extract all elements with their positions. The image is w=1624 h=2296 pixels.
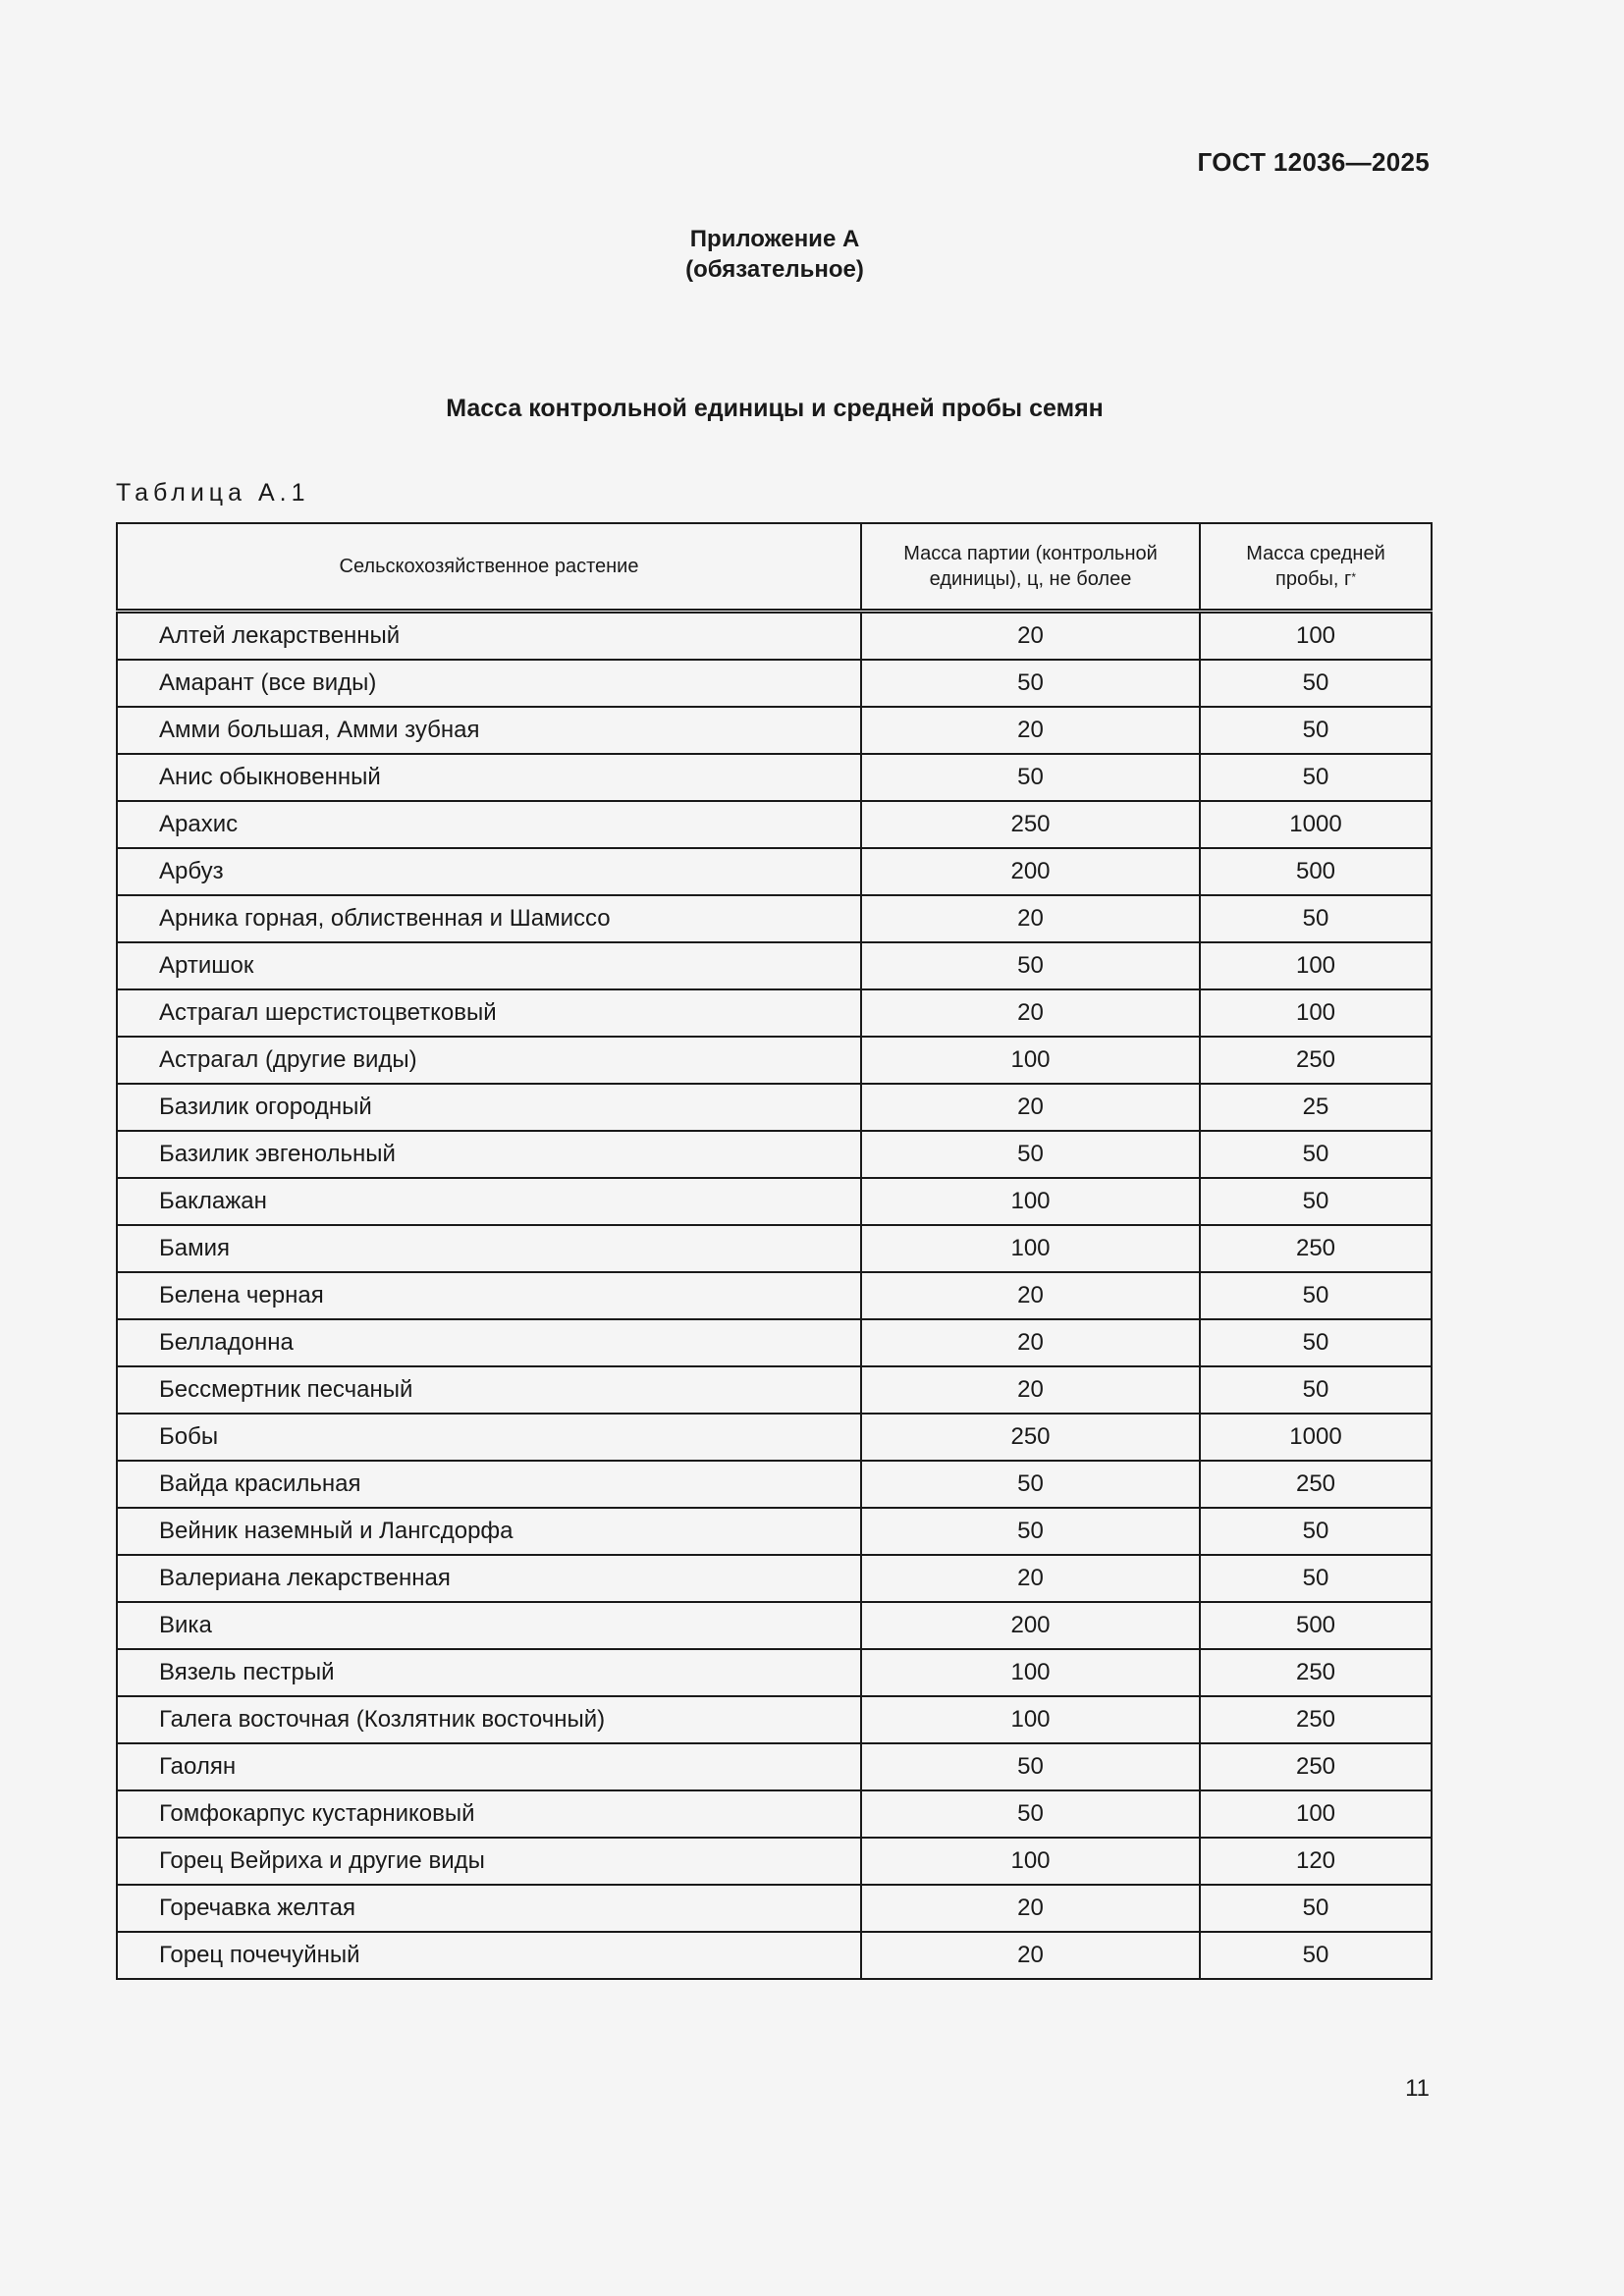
- cell-plant: Горец Вейриха и другие виды: [117, 1838, 861, 1885]
- cell-lot-mass: 20: [861, 989, 1200, 1037]
- column-header-lot-mass-text: Масса партии (контрольной единицы), ц, не более: [903, 543, 1158, 590]
- cell-sample-mass: 50: [1200, 1178, 1432, 1225]
- cell-lot-mass: 20: [861, 1272, 1200, 1319]
- column-header-plant-text: Сельскохозяйственное растение: [339, 556, 639, 577]
- cell-lot-mass: 20: [861, 1932, 1200, 1979]
- cell-plant: Вика: [117, 1602, 861, 1649]
- cell-sample-mass: 50: [1200, 895, 1432, 942]
- cell-plant: Горечавка желтая: [117, 1885, 861, 1932]
- cell-sample-mass: 250: [1200, 1037, 1432, 1084]
- cell-plant: Алтей лекарственный: [117, 612, 861, 661]
- cell-sample-mass: 100: [1200, 942, 1432, 989]
- cell-plant: Гомфокарпус кустарниковый: [117, 1790, 861, 1838]
- cell-lot-mass: 20: [861, 707, 1200, 754]
- cell-sample-mass: 50: [1200, 754, 1432, 801]
- cell-plant: Галега восточная (Козлятник восточный): [117, 1696, 861, 1743]
- table-row: [117, 1555, 1432, 1602]
- cell-plant: Артишок: [117, 942, 861, 989]
- table-row: [117, 1272, 1432, 1319]
- cell-plant: Астрагал шерстистоцветковый: [117, 989, 861, 1037]
- cell-lot-mass: 100: [861, 1649, 1200, 1696]
- cell-sample-mass: 50: [1200, 1885, 1432, 1932]
- cell-lot-mass: 200: [861, 1602, 1200, 1649]
- cell-lot-mass: 50: [861, 754, 1200, 801]
- cell-lot-mass: 50: [861, 1508, 1200, 1555]
- table-row: [117, 1084, 1432, 1131]
- cell-sample-mass: 500: [1200, 1602, 1432, 1649]
- cell-plant: Валериана лекарственная: [117, 1555, 861, 1602]
- cell-lot-mass: 100: [861, 1696, 1200, 1743]
- cell-sample-mass: 50: [1200, 1366, 1432, 1414]
- cell-plant: Гаолян: [117, 1743, 861, 1790]
- cell-lot-mass: 100: [861, 1178, 1200, 1225]
- seed-mass-table: [116, 522, 1433, 1980]
- cell-sample-mass: 1000: [1200, 801, 1432, 848]
- cell-sample-mass: 250: [1200, 1649, 1432, 1696]
- table-row: [117, 660, 1432, 707]
- cell-sample-mass: 50: [1200, 707, 1432, 754]
- cell-sample-mass: 50: [1200, 1932, 1432, 1979]
- cell-sample-mass: 100: [1200, 989, 1432, 1037]
- document-code: ГОСТ 12036—2025: [1197, 147, 1430, 177]
- cell-plant: Базилик огородный: [117, 1084, 861, 1131]
- table-row: [117, 1366, 1432, 1414]
- table-row: [117, 1508, 1432, 1555]
- cell-sample-mass: 250: [1200, 1225, 1432, 1272]
- column-header-lot-mass: [861, 523, 1200, 612]
- table-row: [117, 942, 1432, 989]
- cell-plant: Амми большая, Амми зубная: [117, 707, 861, 754]
- table-row: [117, 1743, 1432, 1790]
- cell-lot-mass: 50: [861, 1131, 1200, 1178]
- footnote-mark: *: [1351, 570, 1356, 584]
- cell-sample-mass: 100: [1200, 612, 1432, 661]
- cell-sample-mass: 1000: [1200, 1414, 1432, 1461]
- table-row: [117, 1696, 1432, 1743]
- cell-plant: Вейник наземный и Лангсдорфа: [117, 1508, 861, 1555]
- cell-lot-mass: 250: [861, 801, 1200, 848]
- column-header-sample-mass-wrap: [1201, 541, 1431, 592]
- column-header-sample-mass-text: Масса средней пробы, г: [1246, 543, 1385, 590]
- cell-lot-mass: 20: [861, 895, 1200, 942]
- annex-heading: [0, 224, 1549, 285]
- table-row: [117, 1037, 1432, 1084]
- column-header-plant: [117, 523, 861, 612]
- cell-sample-mass: 500: [1200, 848, 1432, 895]
- table-row: [117, 1932, 1432, 1979]
- cell-lot-mass: 50: [861, 1461, 1200, 1508]
- cell-lot-mass: 20: [861, 1885, 1200, 1932]
- cell-sample-mass: 50: [1200, 1508, 1432, 1555]
- table-label: Таблица А.1: [116, 479, 310, 507]
- cell-lot-mass: 50: [861, 1790, 1200, 1838]
- table-row: [117, 1414, 1432, 1461]
- cell-sample-mass: 250: [1200, 1461, 1432, 1508]
- table-row: [117, 895, 1432, 942]
- cell-plant: Вайда красильная: [117, 1461, 861, 1508]
- cell-plant: Арбуз: [117, 848, 861, 895]
- cell-sample-mass: 250: [1200, 1743, 1432, 1790]
- table-row: [117, 1838, 1432, 1885]
- cell-lot-mass: 50: [861, 1743, 1200, 1790]
- cell-sample-mass: 100: [1200, 1790, 1432, 1838]
- cell-lot-mass: 20: [861, 1555, 1200, 1602]
- table-row: [117, 848, 1432, 895]
- cell-lot-mass: 50: [861, 942, 1200, 989]
- annex-title: Приложение А: [689, 226, 860, 252]
- table-row: [117, 1885, 1432, 1932]
- cell-lot-mass: 50: [861, 660, 1200, 707]
- cell-lot-mass: 100: [861, 1225, 1200, 1272]
- table-row: [117, 1790, 1432, 1838]
- cell-plant: Астрагал (другие виды): [117, 1037, 861, 1084]
- cell-lot-mass: 20: [861, 612, 1200, 661]
- cell-plant: Бессмертник песчаный: [117, 1366, 861, 1414]
- cell-plant: Арника горная, облиственная и Шамиссо: [117, 895, 861, 942]
- cell-plant: Амарант (все виды): [117, 660, 861, 707]
- table-row: [117, 1461, 1432, 1508]
- cell-plant: Баклажан: [117, 1178, 861, 1225]
- cell-plant: Базилик эвгенольный: [117, 1131, 861, 1178]
- cell-plant: Вязель пестрый: [117, 1649, 861, 1696]
- table-row: [117, 754, 1432, 801]
- table-row: [117, 612, 1432, 661]
- table-row: [117, 707, 1432, 754]
- cell-lot-mass: 100: [861, 1037, 1200, 1084]
- cell-lot-mass: 20: [861, 1084, 1200, 1131]
- table-body: [117, 612, 1432, 1980]
- section-title: Масса контрольной единицы и средней пробы семян: [446, 395, 1104, 422]
- cell-plant: Бобы: [117, 1414, 861, 1461]
- cell-sample-mass: 120: [1200, 1838, 1432, 1885]
- table-row: [117, 801, 1432, 848]
- cell-plant: Белладонна: [117, 1319, 861, 1366]
- cell-plant: Горец почечуйный: [117, 1932, 861, 1979]
- cell-lot-mass: 250: [861, 1414, 1200, 1461]
- cell-plant: Арахис: [117, 801, 861, 848]
- cell-plant: Анис обыкновенный: [117, 754, 861, 801]
- cell-lot-mass: 20: [861, 1319, 1200, 1366]
- annex-status: (обязательное): [685, 256, 864, 283]
- cell-lot-mass: 100: [861, 1838, 1200, 1885]
- cell-lot-mass: 20: [861, 1366, 1200, 1414]
- cell-sample-mass: 50: [1200, 660, 1432, 707]
- table-header-row: [117, 523, 1432, 612]
- cell-plant: Бамия: [117, 1225, 861, 1272]
- table-row: [117, 1602, 1432, 1649]
- cell-sample-mass: 25: [1200, 1084, 1432, 1131]
- table-row: [117, 1178, 1432, 1225]
- column-header-sample-mass: [1200, 523, 1432, 612]
- table-row: [117, 989, 1432, 1037]
- cell-lot-mass: 200: [861, 848, 1200, 895]
- table-row: [117, 1649, 1432, 1696]
- cell-sample-mass: 50: [1200, 1319, 1432, 1366]
- cell-sample-mass: 50: [1200, 1272, 1432, 1319]
- cell-sample-mass: 250: [1200, 1696, 1432, 1743]
- table-row: [117, 1131, 1432, 1178]
- cell-sample-mass: 50: [1200, 1555, 1432, 1602]
- cell-sample-mass: 50: [1200, 1131, 1432, 1178]
- table-row: [117, 1319, 1432, 1366]
- page-number: 11: [1405, 2075, 1430, 2102]
- table-row: [117, 1225, 1432, 1272]
- cell-plant: Белена черная: [117, 1272, 861, 1319]
